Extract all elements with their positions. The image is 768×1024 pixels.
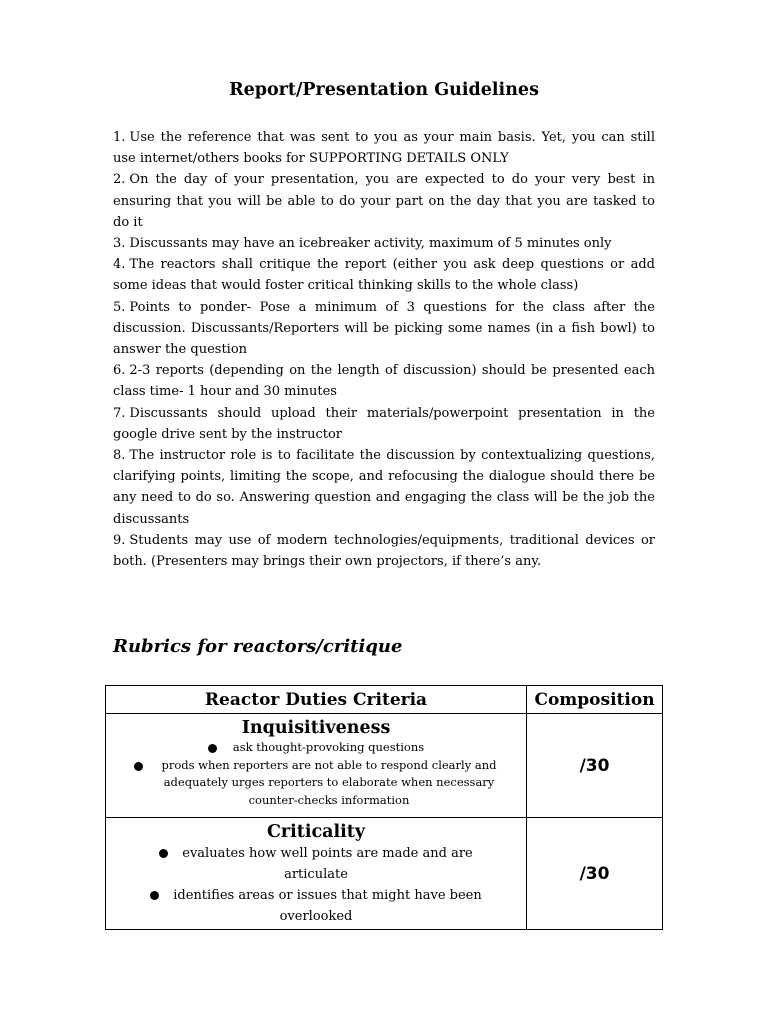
guideline-text: Points to ponder- Pose a minimum of 3 questions for the class after the discussion. Discussants/Reporters will be picking some names (in a fish bowl) to answer the question bbox=[113, 299, 655, 358]
guideline-number: 6. bbox=[113, 363, 126, 379]
guideline-number: 5. bbox=[113, 299, 126, 315]
guideline-number: 3. bbox=[113, 236, 126, 252]
guideline-text: Discussants should upload their materials/powerpoint presentation in the google drive sent by the instructor bbox=[113, 405, 655, 442]
guideline-text: Discussants may have an icebreaker activity, maximum of 5 minutes only bbox=[129, 236, 612, 252]
guideline-number: 7. bbox=[113, 405, 126, 421]
guideline-number: 2. bbox=[113, 172, 126, 188]
rubric-row-inquisitiveness bbox=[106, 714, 663, 818]
guideline-item bbox=[113, 360, 655, 402]
bullet-text: evaluates how well points are made and are articulate bbox=[182, 846, 473, 882]
criterion-cell bbox=[106, 714, 527, 818]
guideline-number: 1. bbox=[113, 130, 126, 145]
rubric-heading: Rubrics for reactors/critique bbox=[113, 636, 403, 657]
guideline-number: 8. bbox=[113, 448, 126, 464]
criterion-title: Criticality bbox=[266, 822, 366, 842]
guideline-item bbox=[113, 254, 655, 296]
score-cell: /30 bbox=[527, 714, 663, 818]
bullet-text: prods when reporters are not able to respond clearly and adequately urges reporters to elaborate when necessary counter-checks information bbox=[161, 757, 497, 807]
guideline-text: On the day of your presentation, you are expected to do your very best in ensuring that you will be able to do your part on the day that you are tasked to do it bbox=[113, 172, 655, 230]
bullet-dot-icon bbox=[150, 891, 159, 900]
guideline-number: 4. bbox=[113, 257, 126, 273]
bullet-item bbox=[106, 739, 526, 757]
bullet-dot-icon bbox=[159, 849, 168, 858]
guideline-text: Students may use of modern technologies/equipments, traditional devices or both. (Presenters may brings their own projectors, if there’s any. bbox=[113, 532, 655, 570]
guideline-text: The instructor role is to facilitate the discussion by contextualizing questions, clarifying points, limiting the scope, and refocusing the dialogue should there be any need to do so. Answering question and engaging the class will be the job the discussants bbox=[113, 448, 655, 527]
guideline-item bbox=[113, 169, 655, 233]
score-cell: /30 bbox=[527, 818, 663, 930]
guideline-item bbox=[113, 530, 655, 572]
bullet-dot-icon bbox=[208, 744, 217, 753]
rubric-row-criticality bbox=[106, 818, 663, 930]
criterion-bullets bbox=[106, 843, 526, 927]
criterion-cell bbox=[106, 818, 527, 930]
rubric-header-row bbox=[106, 686, 663, 714]
rubric-table bbox=[105, 685, 663, 930]
criteria-header: Reactor Duties Criteria bbox=[106, 686, 527, 714]
guideline-item bbox=[113, 403, 655, 445]
composition-header: Composition bbox=[527, 686, 663, 714]
page-title: Report/Presentation Guidelines bbox=[229, 80, 539, 100]
guideline-item bbox=[113, 233, 655, 254]
criterion-title: Inquisitiveness bbox=[241, 718, 391, 738]
guidelines-list bbox=[113, 127, 655, 572]
bullet-text: identifies areas or issues that might have been overlooked bbox=[173, 888, 482, 924]
guideline-text: The reactors shall critique the report (either you ask deep questions or add some ideas that would foster critical thinking skills to the whole class) bbox=[113, 257, 655, 294]
guideline-text: Use the reference that was sent to you as your main basis. Yet, you can still use internet/others books for SUPPORTING DETAILS ONLY bbox=[113, 130, 655, 167]
guideline-item bbox=[113, 297, 655, 361]
guideline-number: 9. bbox=[113, 532, 126, 548]
bullet-item bbox=[106, 757, 526, 810]
guideline-text: 2-3 reports (depending on the length of discussion) should be presented each class time- 1 hour and 30 minutes bbox=[113, 363, 655, 400]
bullet-item bbox=[106, 843, 526, 885]
guideline-item bbox=[113, 127, 655, 169]
criterion-bullets bbox=[106, 739, 526, 809]
guideline-item bbox=[113, 445, 655, 530]
bullet-item bbox=[106, 885, 526, 927]
bullet-dot-icon bbox=[134, 762, 143, 771]
bullet-text: ask thought-provoking questions bbox=[232, 740, 425, 754]
